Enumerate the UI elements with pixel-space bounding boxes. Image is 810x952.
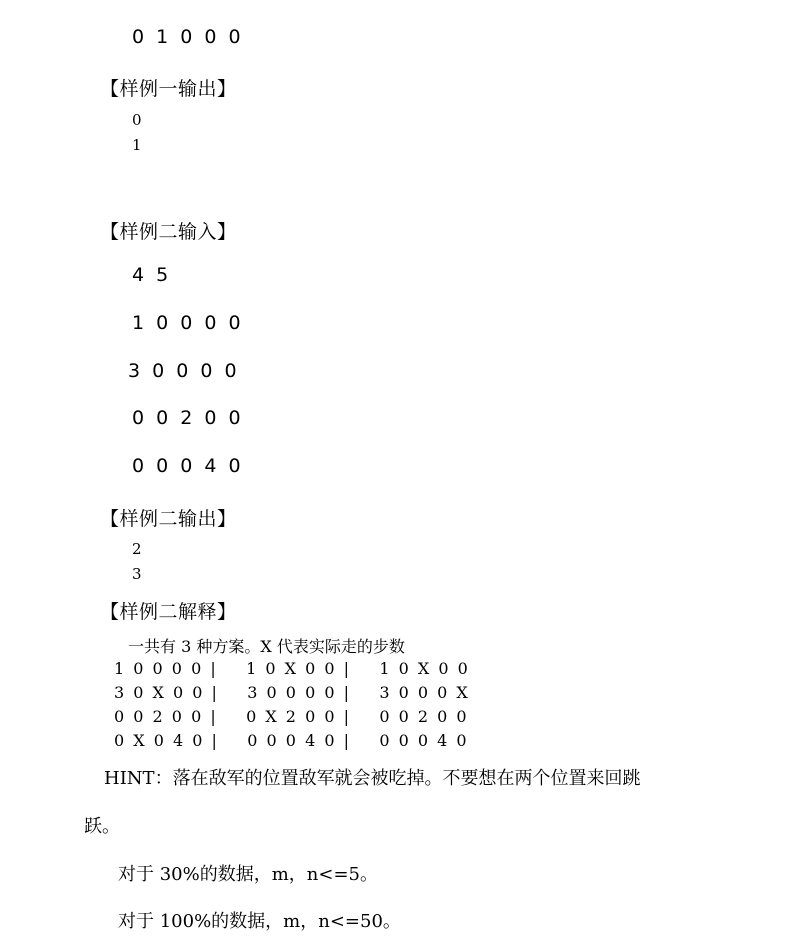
hint-line: 跃。: [84, 816, 120, 837]
sample2-input-row: 1 0 0 0 0: [132, 312, 244, 334]
sample2-input-row: 3 0 0 0 0: [128, 360, 240, 382]
hint-line: HINT：落在敌军的位置敌军就会被吃掉。不要想在两个位置来回跳: [104, 768, 641, 789]
explain-grid-row: 0 0 2 0 0 | 0 X 2 0 0 | 0 0 2 0 0: [114, 707, 469, 726]
constraint-line: 对于 100%的数据，m，n<=50。: [118, 911, 401, 932]
sample2-input-row: 0 0 2 0 0: [132, 407, 244, 429]
sample2-input-row: 0 0 0 4 0: [132, 455, 244, 477]
explain-grid-row: 3 0 X 0 0 | 3 0 0 0 0 | 3 0 0 0 X: [114, 683, 470, 702]
sample2-output-line: 3: [132, 565, 142, 583]
sample2-output-line: 2: [132, 540, 142, 558]
sample2-explain-intro: 一共有 3 种方案。X 代表实际走的步数: [128, 637, 405, 656]
explain-grid-row: 1 0 0 0 0 | 1 0 X 0 0 | 1 0 X 0 0: [114, 659, 470, 678]
constraint-line: 对于 30%的数据，m，n<=5。: [118, 864, 379, 885]
explain-grid-row: 0 X 0 4 0 | 0 0 0 4 0 | 0 0 0 4 0: [114, 731, 469, 750]
sample1-output-line: 1: [132, 136, 142, 154]
sample2-input-heading: 【样例二输入】: [100, 221, 237, 243]
sample2-output-heading: 【样例二输出】: [100, 508, 237, 530]
sample1-output-heading: 【样例一输出】: [100, 78, 237, 100]
sample1-output-line: 0: [132, 111, 142, 129]
sample2-explain-heading: 【样例二解释】: [100, 601, 237, 623]
sample2-input-row: 4 5: [132, 264, 172, 286]
sample1-input-row: 0 1 0 0 0: [132, 26, 244, 48]
